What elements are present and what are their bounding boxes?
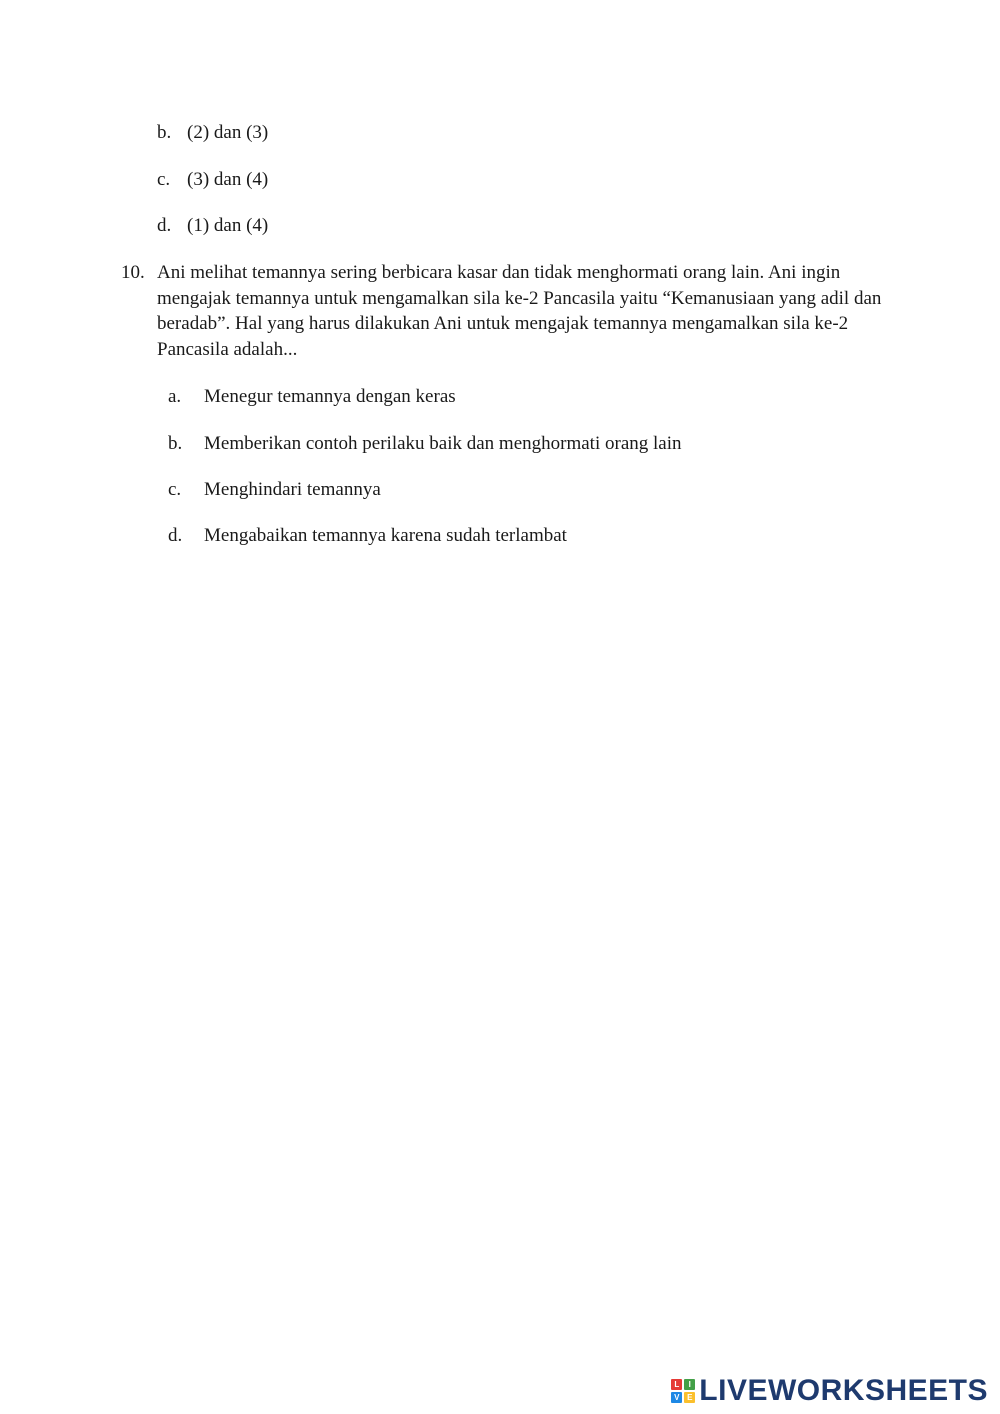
option-text: (2) dan (3)	[187, 122, 269, 143]
logo-tile-i: I	[684, 1379, 695, 1390]
question-number: 10.	[121, 262, 145, 283]
option-b	[168, 432, 682, 456]
question-10	[121, 260, 891, 362]
option-text: Menegur temannya dengan keras	[204, 386, 456, 407]
option-c	[168, 478, 381, 502]
option-text: (3) dan (4)	[187, 169, 269, 190]
question-text: Ani melihat temannya sering berbicara kasar dan tidak menghormati orang lain. Ani ingin mengajak temannya untuk mengamalkan sila ke-2 Pancasila yaitu “Kemanusiaan yang adil dan beradab”. Hal yang harus dilakukan Ani untuk mengajak temannya mengamalkan sila ke-2 Pancasila adalah...	[157, 262, 882, 360]
option-a	[168, 385, 456, 409]
previous-option-c	[157, 168, 268, 192]
option-text: (1) dan (4)	[187, 215, 269, 236]
option-letter: d.	[168, 525, 183, 546]
option-text: Memberikan contoh perilaku baik dan menghormati orang lain	[204, 433, 682, 454]
option-text: Menghindari temannya	[204, 479, 381, 500]
previous-option-d	[157, 214, 268, 238]
logo-tile-e: E	[684, 1392, 695, 1403]
option-letter: c.	[168, 479, 182, 500]
option-letter: d.	[157, 215, 172, 236]
option-d	[168, 524, 567, 548]
liveworksheets-branding	[671, 1374, 988, 1408]
liveworksheets-logo-icon	[671, 1379, 695, 1403]
option-text: Mengabaikan temannya karena sudah terlambat	[204, 525, 567, 546]
option-letter: c.	[157, 169, 171, 190]
brand-name: LIVEWORKSHEETS	[699, 1374, 988, 1407]
logo-tile-v: V	[671, 1392, 682, 1403]
option-letter: a.	[168, 386, 182, 407]
option-letter: b.	[168, 433, 183, 454]
logo-tile-l: L	[671, 1379, 682, 1390]
option-letter: b.	[157, 122, 172, 143]
previous-option-b	[157, 121, 268, 145]
